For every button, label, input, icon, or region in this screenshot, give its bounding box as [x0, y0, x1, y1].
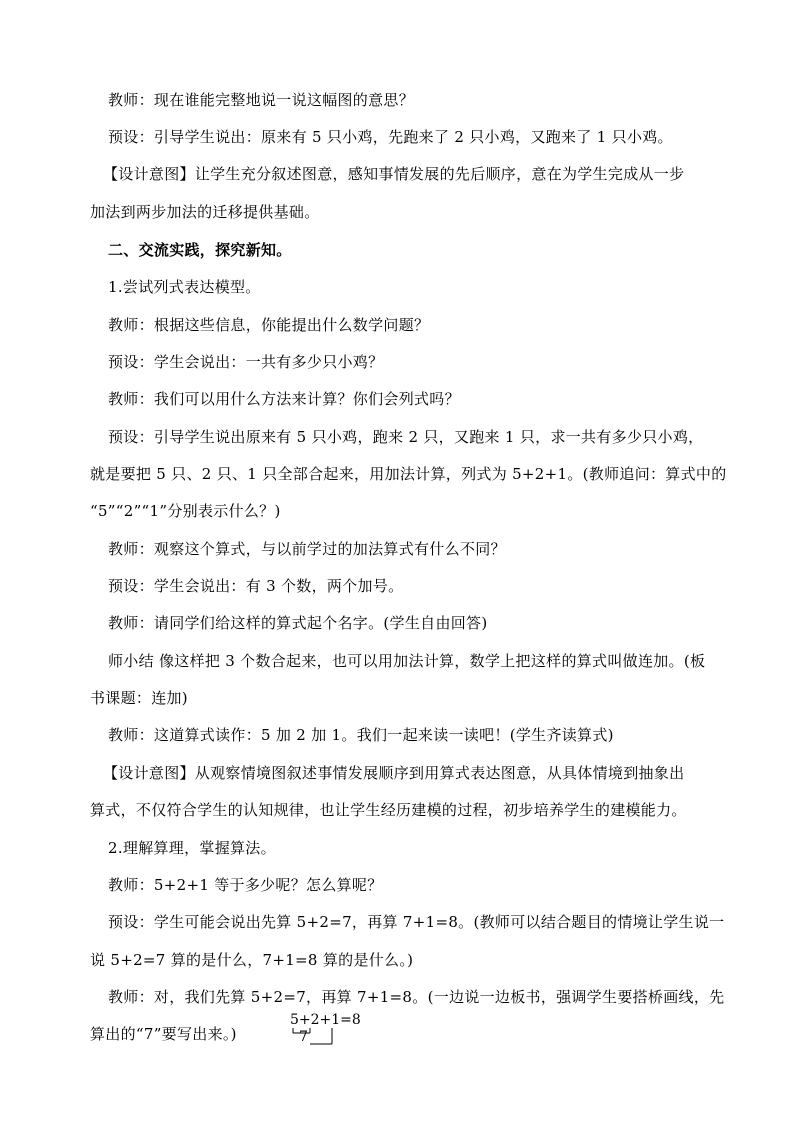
subsection-heading: 2.理解算理，掌握算法。: [108, 839, 276, 857]
paragraph-line: 就是要把 5 只、2 只、1 只全部合起来，用加法计算，列式为 5+2+1。(教师追问：算式中的: [90, 465, 727, 483]
paragraph-line: 说 5+2=7 算的是什么，7+1=8 算的是什么。): [90, 951, 414, 969]
bridge-calculation: [288, 1012, 368, 1048]
paragraph-line: 教师：对，我们先算 5+2=7，再算 7+1=8。(一边说一边板书，强调学生要搭桥画线，先: [108, 988, 725, 1006]
subsection-heading: 1.尝试列式表达模型。: [108, 278, 261, 296]
bridge-equation: 5+2+1=8: [290, 1012, 361, 1028]
paragraph-line: 教师：我们可以用什么方法来计算？你们会列式吗？: [108, 390, 460, 408]
paragraph-line: 教师：这道算式读作：5 加 2 加 1。我们一起来读一读吧！(学生齐读算式): [108, 726, 614, 744]
bridge-lines: [288, 1012, 368, 1048]
design-intent-line: 【设计意图】让学生充分叙述图意，感知事情发展的先后顺序，意在为学生完成从一步: [103, 165, 685, 183]
paragraph-line: 教师：现在谁能完整地说一说这幅图的意思？: [108, 91, 415, 109]
paragraph-line: 算出的“7”要写出来。): [90, 1025, 237, 1043]
paragraph-line: 预设：引导学生说出原来有 5 只小鸡，跑来 2 只，又跑来 1 只，求一共有多少只小鸡，: [108, 428, 704, 446]
paragraph-line: 预设：学生可能会说出先算 5+2=7，再算 7+1=8。(教师可以结合题目的情境让学生说一: [108, 913, 725, 931]
paragraph-line: 预设：学生会说出：一共有多少只小鸡？: [108, 353, 384, 371]
section-heading: 二、交流实践，探究新知。: [108, 241, 292, 259]
paragraph-line: 教师：观察这个算式，与以前学过的加法算式有什么不同？: [108, 540, 506, 558]
summary-line: 师小结 像这样把 3 个数合起来，也可以用加法计算，数学上把这样的算式叫做连加。(板: [108, 652, 706, 670]
bridge-partial-result: 7: [299, 1029, 308, 1045]
design-intent-line: 【设计意图】从观察情境图叙述事情发展顺序到用算式表达图意，从具体情境到抽象出: [103, 764, 685, 782]
paragraph-line: 算式，不仅符合学生的认知规律，也让学生经历建模的过程，初步培养学生的建模能力。: [90, 801, 687, 819]
paragraph-line: “5”“2”“1”分别表示什么？): [90, 502, 281, 520]
paragraph-line: 书课题：连加): [90, 689, 188, 707]
paragraph-line: 预设：学生会说出：有 3 个数，两个加号。: [108, 577, 404, 595]
paragraph-line: 加法到两步加法的迁移提供基础。: [90, 203, 320, 221]
paragraph-line: 预设：引导学生说出：原来有 5 只小鸡，先跑来了 2 只小鸡，又跑来了 1 只小鸡。: [108, 128, 673, 146]
paragraph-line: 教师：5+2+1 等于多少呢？怎么算呢？: [108, 876, 383, 894]
paragraph-line: 教师：根据这些信息，你能提出什么数学问题？: [108, 316, 430, 334]
paragraph-line: 教师：请同学们给这样的算式起个名字。(学生自由回答): [108, 614, 488, 632]
